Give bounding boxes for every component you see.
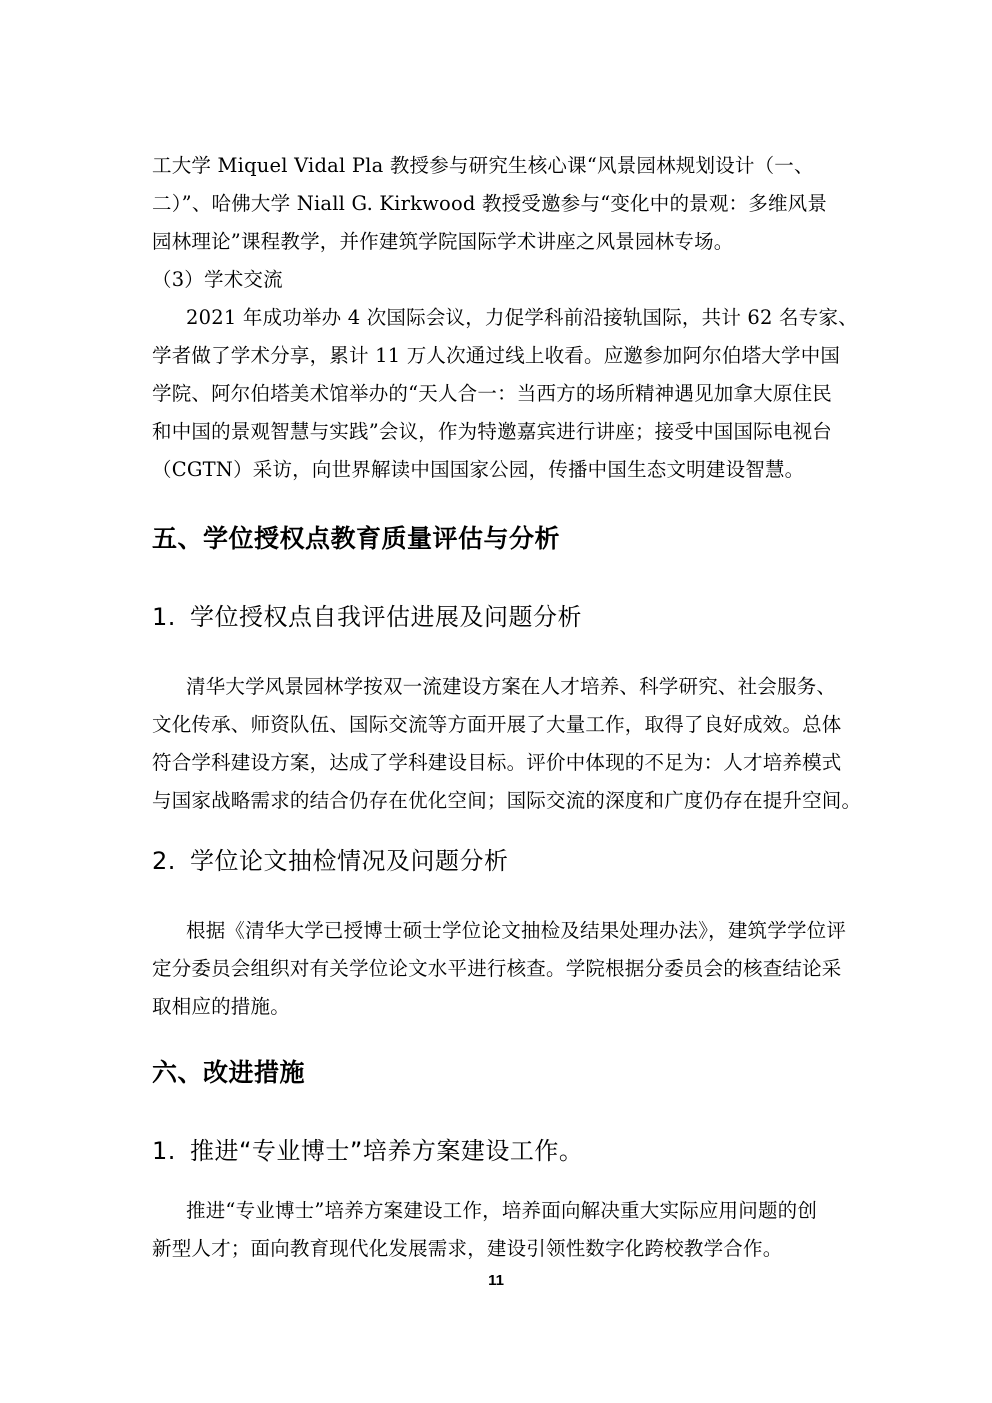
- paragraph-line: 符合学科建设方案，达成了学科建设目标。评价中体现的不足为：人才培养模式: [152, 751, 842, 774]
- heading-text: 学位授权点自我评估进展及问题分析: [190, 603, 582, 631]
- paragraph-line: 清华大学风景园林学按双一流建设方案在人才培养、科学研究、社会服务、: [186, 675, 837, 698]
- section-5-title: 五、学位授权点教育质量评估与分析: [152, 524, 561, 553]
- paragraph-line: 文化传承、师资队伍、国际交流等方面开展了大量工作，取得了良好成效。总体: [152, 713, 842, 736]
- paragraph-line: 二）”、哈佛大学 Niall G. Kirkwood 教授受邀参与“变化中的景观：多维风景: [152, 192, 828, 215]
- paragraph-line: 学者做了学术分享，累计 11 万人次通过线上收看。应邀参加阿尔伯塔大学中国: [152, 344, 841, 367]
- heading-number: 1.: [152, 1137, 176, 1165]
- paragraph-line: （CGTN）采访，向世界解读中国国家公园，传播中国生态文明建设智慧。: [152, 458, 805, 481]
- paragraph-line: 工大学 Miquel Vidal Pla 教授参与研究生核心课“风景园林规划设计（一、: [152, 154, 814, 177]
- paragraph-line: 与国家战略需求的结合仍存在优化空间；国际交流的深度和广度仍存在提升空间。: [152, 789, 862, 812]
- section-6-1-heading: [152, 1134, 583, 1168]
- paragraph-line: 定分委员会组织对有关学位论文水平进行核查。学院根据分委员会的核查结论采: [152, 957, 842, 980]
- paragraph-line: 取相应的措施。: [152, 995, 290, 1018]
- section-5-2-heading: [152, 844, 509, 878]
- paragraph-line: 和中国的景观智慧与实践”会议，作为特邀嘉宾进行讲座；接受中国国际电视台: [152, 420, 832, 443]
- heading-text: 推进“专业博士”培养方案建设工作。: [190, 1137, 584, 1165]
- paragraph-line: 根据《清华大学已授博士硕士学位论文抽检及结果处理办法》，建筑学学位评: [186, 919, 847, 942]
- page-number: 11: [488, 1272, 504, 1289]
- paragraph-line: 新型人才；面向教育现代化发展需求，建设引领性数字化跨校教学合作。: [152, 1237, 783, 1260]
- paragraph-line: 园林理论”课程教学，并作建筑学院国际学术讲座之风景园林专场。: [152, 230, 734, 253]
- heading-number: 1.: [152, 603, 176, 631]
- section-5-1-heading: [152, 600, 582, 634]
- paragraph-line: 2021 年成功举办 4 次国际会议，力促学科前沿接轨国际，共计 62 名专家、: [186, 306, 858, 329]
- academic-exchange-heading: （3）学术交流: [152, 268, 283, 291]
- paragraph-line: 推进“专业博士”培养方案建设工作，培养面向解决重大实际应用问题的创: [186, 1199, 818, 1222]
- paragraph-line: 学院、阿尔伯塔美术馆举办的“天人合一：当西方的场所精神遇见加拿大原住民: [152, 382, 832, 405]
- heading-text: 学位论文抽检情况及问题分析: [190, 847, 509, 875]
- heading-number: 2.: [152, 847, 176, 875]
- section-6-title: 六、改进措施: [152, 1058, 306, 1087]
